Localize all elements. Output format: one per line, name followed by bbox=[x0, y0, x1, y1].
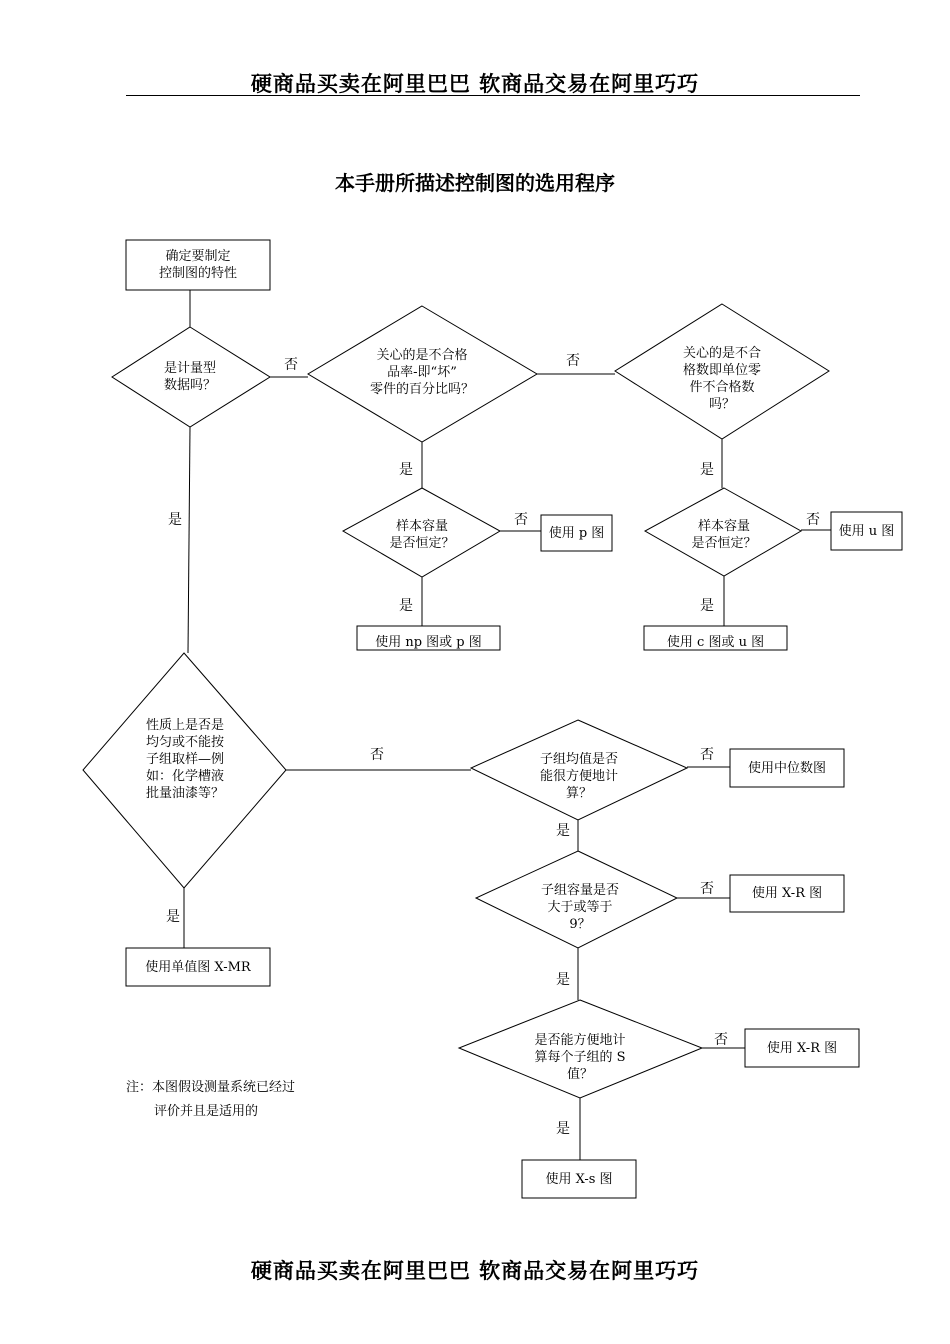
node-use-u: 使用 u 图 bbox=[838, 523, 895, 539]
node-q-size: 子组容量是否 大于或等于 9？ bbox=[540, 883, 619, 932]
node-q-s: 是否能方便地计 算每个子组的 S 值？ bbox=[534, 1033, 626, 1082]
label-yes-s: 是 bbox=[556, 1121, 570, 1137]
node-use-xmr: 使用单值图 X-MR bbox=[145, 959, 251, 975]
node-q-unit: 关心的是不合 格数即单位零 件不合格数 吗？ bbox=[682, 346, 761, 412]
node-q-homog: 性质上是否是 均匀或不能按 子组取样—例 如：化学槽液 批量油漆等？ bbox=[145, 718, 224, 801]
label-no-n-const-u: 否 bbox=[806, 512, 820, 528]
label-no-size: 否 bbox=[700, 881, 714, 897]
label-yes-homog: 是 bbox=[166, 909, 180, 925]
note-line-2: 评价并且是适用的 bbox=[154, 1104, 259, 1119]
node-start: 确定要制定 控制图的特性 bbox=[158, 249, 237, 281]
label-no-variable: 否 bbox=[284, 357, 298, 373]
page-footer: 硬商品买卖在阿里巴巴 软商品交易在阿里巧巧 bbox=[250, 1258, 700, 1283]
label-no-s: 否 bbox=[714, 1032, 728, 1048]
label-yes-size: 是 bbox=[556, 972, 570, 988]
node-q-mean: 子组均值是否 能很方便地计 算？ bbox=[539, 752, 618, 801]
label-yes-n-const-u: 是 bbox=[700, 598, 714, 614]
page-header: 硬商品买卖在阿里巴巴 软商品交易在阿里巧巧 bbox=[250, 71, 700, 96]
label-yes-mean: 是 bbox=[556, 823, 570, 839]
label-no-pct: 否 bbox=[566, 353, 580, 369]
page-title: 本手册所描述控制图的选用程序 bbox=[335, 171, 615, 195]
label-yes-variable: 是 bbox=[168, 512, 182, 528]
label-yes-n-const-p: 是 bbox=[399, 598, 413, 614]
note bbox=[126, 1076, 366, 1124]
node-use-np: 使用 np 图或 p 图 bbox=[375, 635, 482, 650]
node-use-xs: 使用 X-s 图 bbox=[545, 1171, 613, 1187]
label-yes-unit: 是 bbox=[700, 462, 714, 478]
node-q-variable: 是计量型 数据吗？ bbox=[163, 361, 216, 393]
label-no-n-const-p: 否 bbox=[514, 512, 528, 528]
node-use-median: 使用中位数图 bbox=[747, 760, 826, 776]
node-q-n-const-p: 样本容量 是否恒定？ bbox=[389, 519, 455, 551]
label-yes-pct: 是 bbox=[399, 462, 413, 478]
node-q-pct: 关心的是不合格 品率-即“坏” 零件的百分比吗？ bbox=[369, 348, 474, 397]
note-line-1: 注：本图假设测量系统已经过 bbox=[126, 1080, 296, 1095]
label-no-mean: 否 bbox=[700, 747, 714, 763]
node-use-c: 使用 c 图或 u 图 bbox=[666, 635, 765, 650]
node-use-xr1: 使用 X-R 图 bbox=[751, 886, 823, 901]
node-q-n-const-u: 样本容量 是否恒定？ bbox=[691, 519, 757, 551]
label-no-homog: 否 bbox=[370, 747, 384, 763]
node-use-p: 使用 p 图 bbox=[548, 525, 605, 541]
node-use-xr2: 使用 X-R 图 bbox=[766, 1040, 838, 1056]
